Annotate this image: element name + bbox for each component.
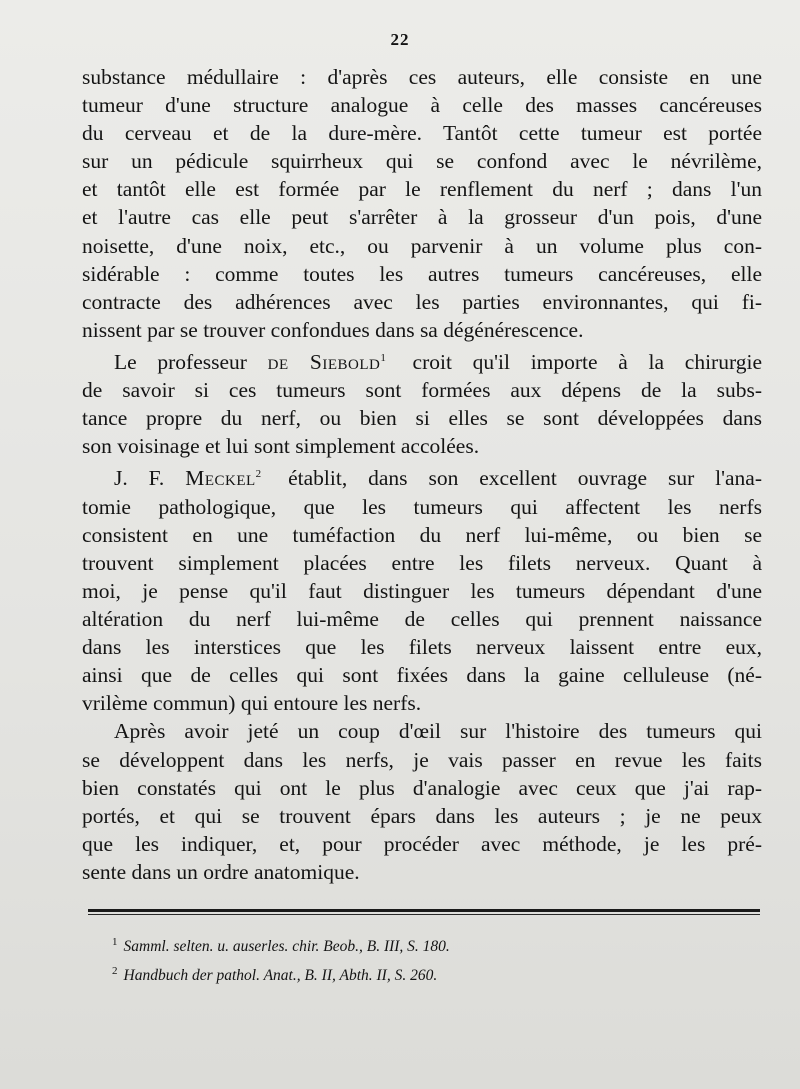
footnotes	[112, 930, 752, 988]
author-name: de Siebold	[267, 350, 381, 375]
text-line: son voisinage et lui sont simplement accolées.	[82, 434, 480, 459]
footnote	[112, 930, 752, 959]
paragraph-first-line: Après avoir jeté un coup d'œil sur l'histoire des tumeurs qui	[114, 719, 762, 744]
footnote-divider	[88, 909, 760, 912]
text-line: tumeur d'une structure analogue à celle des masses cancéreuses	[82, 93, 762, 118]
text-line: tomie pathologique, que les tumeurs qui affectent les nerfs	[82, 494, 762, 519]
text-line: altération du nerf lui-même de celles qui prennent naissance	[82, 607, 762, 632]
text-line: trouvent simplement placées entre les filets nerveux. Quant à	[82, 550, 762, 575]
paragraph-first-line	[82, 344, 762, 376]
text-line: substance médullaire : d'après ces auteurs, elle consiste en une	[82, 65, 762, 89]
text-line: et tantôt elle est formée par le renflement du nerf ; dans l'un	[82, 177, 762, 202]
text-line: sidérable : comme toutes les autres tumeurs cancéreuses, elle	[82, 261, 762, 286]
text-line: ainsi que de celles qui sont fixées dans la gaine celluleuse (né-	[82, 663, 762, 688]
footnote-reference: 2	[255, 468, 262, 481]
body-text	[82, 63, 762, 886]
text-line: contracte des adhérences avec les parties environnantes, qui fi-	[82, 289, 762, 314]
footnote-reference: 1	[380, 351, 386, 364]
paragraph-first-line	[82, 460, 762, 492]
text-line: nissent par se trouver confondues dans sa dégénérescence.	[82, 317, 584, 342]
text-fragment: J. F.	[114, 466, 186, 491]
footnote-text: Handbuch der pathol. Anat., B. II, Abth. II, S. 260.	[123, 967, 438, 985]
text-line: et l'autre cas elle peut s'arrêter à la grosseur d'un pois, d'une	[82, 205, 762, 230]
author-name: Meckel	[185, 466, 256, 491]
text-fragment: croit qu'il importe à la chirurgie	[391, 350, 762, 375]
footnote-mark: 2	[112, 965, 118, 978]
text-line: vrilème commun) qui entoure les nerfs.	[82, 691, 422, 716]
text-line: du cerveau et de la dure-mère. Tantôt cette tumeur est portée	[82, 121, 762, 146]
text-fragment: Le professeur	[114, 350, 268, 375]
text-line: moi, je pense qu'il faut distinguer les tumeurs dépendant d'une	[82, 579, 762, 603]
text-line: de savoir si ces tumeurs sont formées aux dépens de la subs-	[82, 378, 762, 403]
text-line: sente dans un ordre anatomique.	[82, 859, 360, 884]
text-line: portés, et qui se trouvent épars dans les auteurs ; je ne peux	[82, 803, 762, 828]
text-line: que les indiquer, et, pour procéder avec méthode, je les pré-	[82, 831, 762, 856]
footnote	[112, 959, 752, 988]
text-line: sur un pédicule squirrheux qui se confond avec le névrilème,	[82, 149, 762, 174]
text-line: dans les interstices que les filets nerveux laissent entre eux,	[82, 635, 762, 660]
text-line: noisette, d'une noix, etc., ou parvenir à un volume plus con-	[82, 233, 762, 258]
footnote-text: Samml. selten. u. auserles. chir. Beob., B. III, S. 180.	[123, 938, 450, 956]
text-line: se développent dans les nerfs, je vais passer en revue les faits	[82, 747, 762, 772]
text-line: bien constatés qui ont le plus d'analogie avec ceux que j'ai rap-	[82, 775, 762, 800]
text-line: tance propre du nerf, ou bien si elles se sont développées dans	[82, 406, 762, 431]
footnote-mark: 1	[112, 936, 118, 948]
page-number: 22	[390, 30, 410, 49]
text-fragment: établit, dans son excellent ouvrage sur l'ana-	[267, 466, 762, 491]
text-line: consistent en une tuméfaction du nerf lui-même, ou bien se	[82, 522, 762, 547]
